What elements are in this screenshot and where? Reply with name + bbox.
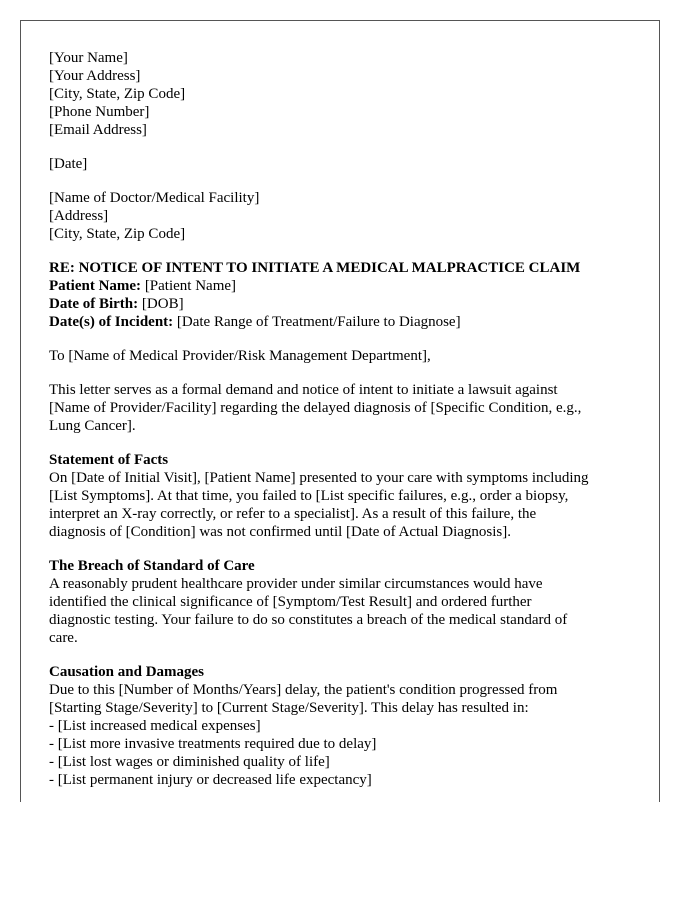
letter-page [20,20,660,802]
letter-body [49,49,633,789]
facts-line: interpret an X-ray correctly, or refer to a specialist]. As a result of this failure, the [49,506,537,522]
damages-list [49,717,633,789]
causation-heading: Causation and Damages [49,664,205,680]
dob-value: [DOB] [138,296,184,312]
causation-section [49,663,633,789]
re-block [49,259,633,331]
facts-section [49,451,633,541]
patient-name-value: [Patient Name] [141,278,237,294]
causation-line: [Starting Stage/Severity] to [Current Stage/Severity]. This delay has resulted in: [49,700,529,716]
re-subject: RE: NOTICE OF INTENT TO INITIATE A MEDICAL MALPRACTICE CLAIM [49,260,581,276]
letter-date: [Date] [49,156,88,172]
intro-line: [Name of Provider/Facility] regarding the delayed diagnosis of [Specific Condition, e.g., [49,400,582,416]
intro-line: This letter serves as a formal demand and notice of intent to initiate a lawsuit against [49,382,558,398]
sender-phone: [Phone Number] [49,104,150,120]
re-dob [49,295,633,313]
causation-line: Due to this [Number of Months/Years] delay, the patient's condition progressed from [49,682,558,698]
re-patient-name [49,277,633,295]
incident-dates-value: [Date Range of Treatment/Failure to Diagnose] [173,314,461,330]
damages-list-item: - [List lost wages or diminished quality of life] [49,754,330,770]
breach-section [49,557,633,647]
recipient-block [49,189,633,243]
patient-name-label: Patient Name: [49,278,142,294]
re-incident-dates [49,313,633,331]
facts-line: On [Date of Initial Visit], [Patient Name] presented to your care with symptoms including [49,470,589,486]
breach-heading: The Breach of Standard of Care [49,558,255,574]
facts-heading: Statement of Facts [49,452,169,468]
intro-line: Lung Cancer]. [49,418,136,434]
breach-line: diagnostic testing. Your failure to do so constitutes a breach of the medical standard of [49,612,568,628]
intro-paragraph [49,381,633,435]
facts-line: diagnosis of [Condition] was not confirmed until [Date of Actual Diagnosis]. [49,524,512,540]
recipient-city-state-zip: [City, State, Zip Code] [49,226,186,242]
damages-list-item: - [List more invasive treatments required due to delay] [49,736,377,752]
sender-city-state-zip: [City, State, Zip Code] [49,86,186,102]
damages-list-item: - [List permanent injury or decreased life expectancy] [49,772,372,788]
incident-dates-label: Date(s) of Incident: [49,314,174,330]
damages-list-item: - [List increased medical expenses] [49,718,261,734]
salutation: To [Name of Medical Provider/Risk Management Department], [49,348,431,364]
sender-email: [Email Address] [49,122,147,138]
breach-line: identified the clinical significance of [Symptom/Test Result] and ordered further [49,594,532,610]
sender-block [49,49,633,139]
breach-line: A reasonably prudent healthcare provider under similar circumstances would have [49,576,543,592]
sender-address: [Your Address] [49,68,141,84]
dob-label: Date of Birth: [49,296,139,312]
facts-line: [List Symptoms]. At that time, you failed to [List specific failures, e.g., order a biopsy, [49,488,569,504]
sender-name: [Your Name] [49,50,128,66]
recipient-name: [Name of Doctor/Medical Facility] [49,190,260,206]
recipient-address: [Address] [49,208,109,224]
breach-line: care. [49,630,78,646]
